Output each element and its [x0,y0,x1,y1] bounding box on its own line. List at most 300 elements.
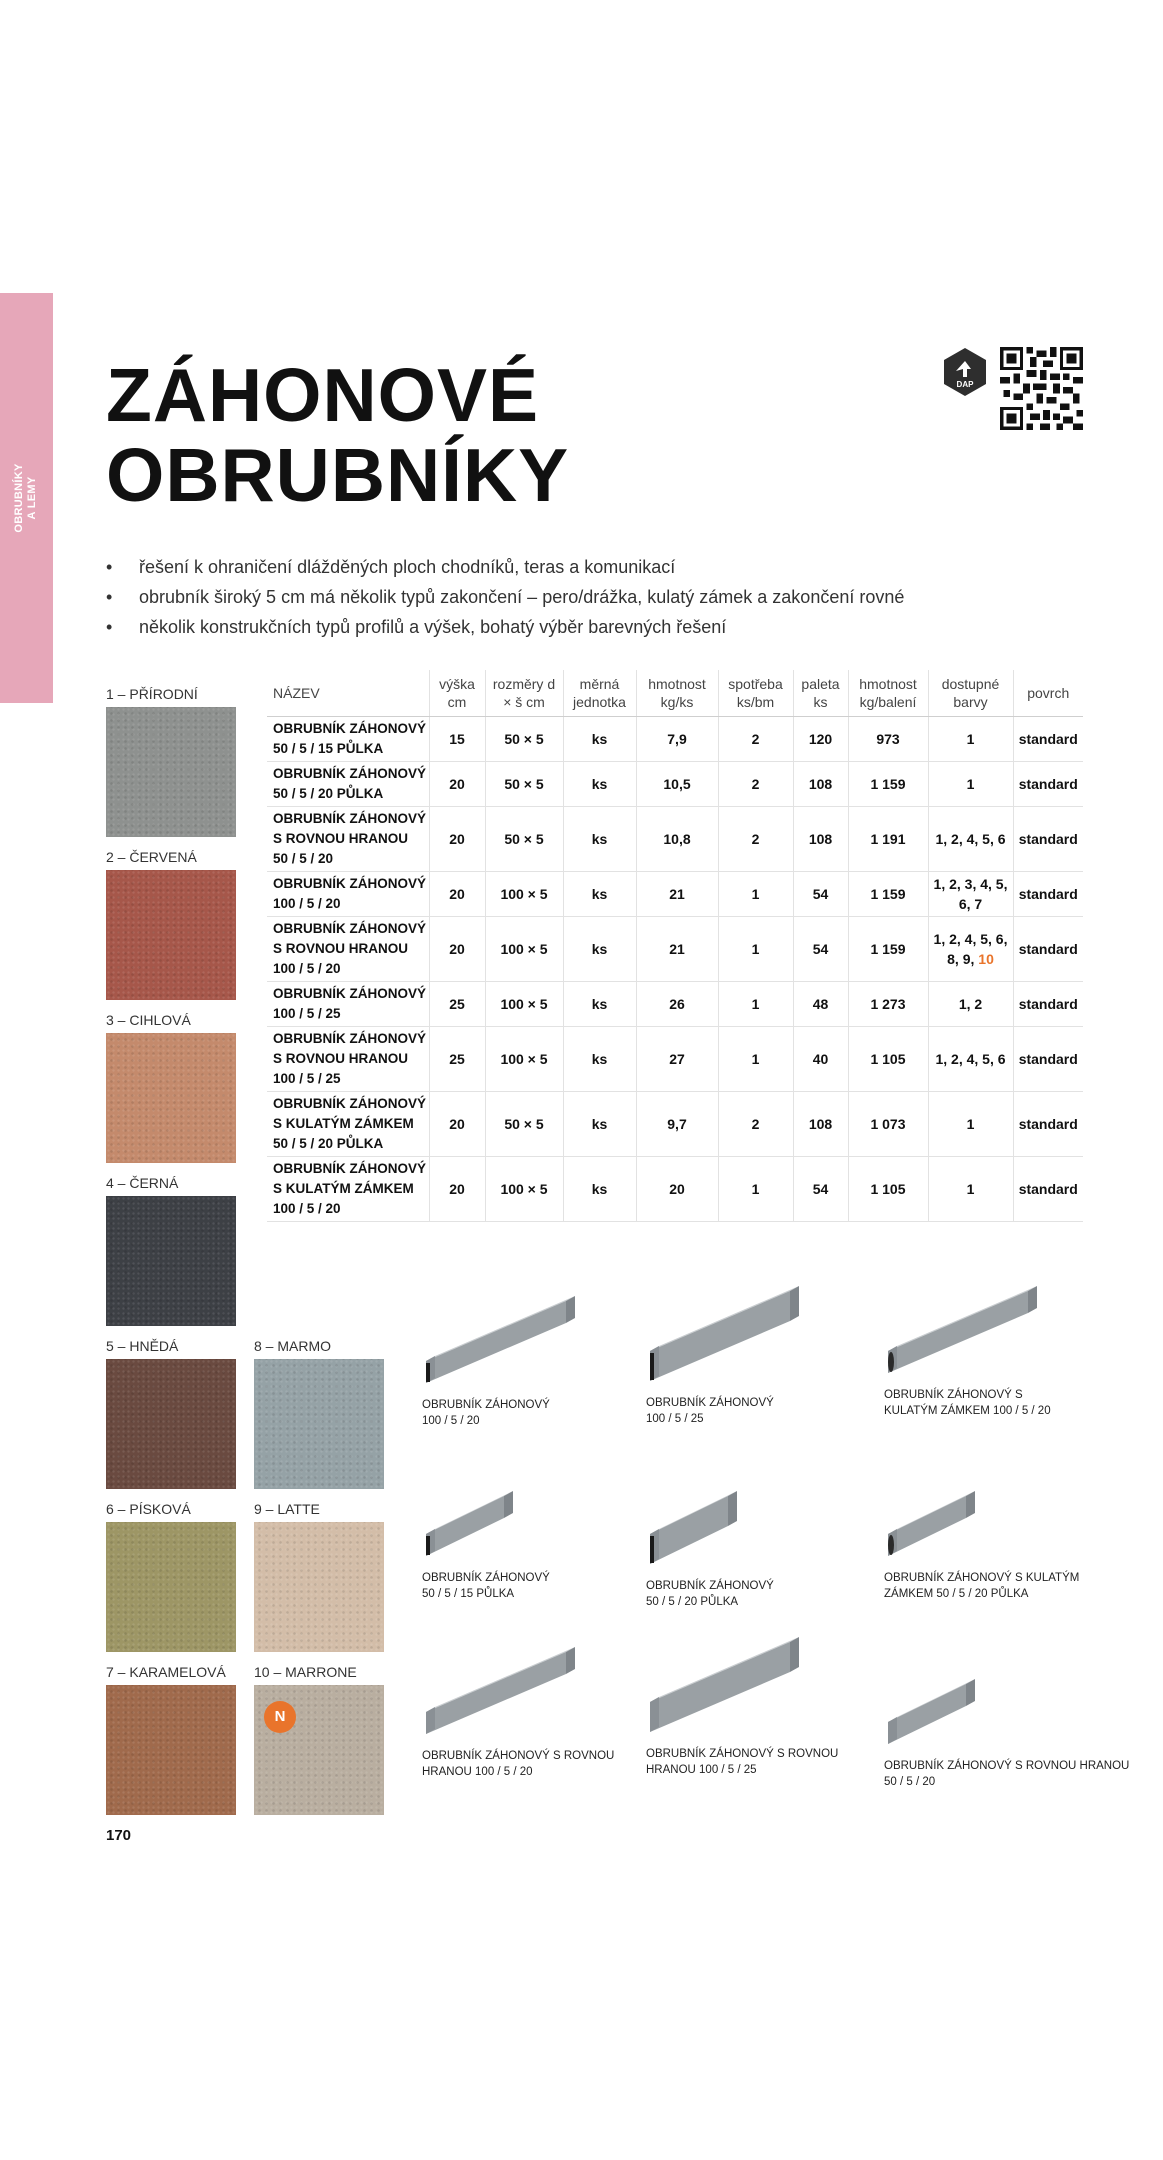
product-caption-line: HRANOU 100 / 5 / 25 [646,1764,757,1776]
cell-colors [928,1157,1013,1222]
cell-pallet [793,1157,848,1222]
product-name-line: S KULATÝM ZÁMKEM [273,1116,414,1131]
bullet-icon: • [106,557,113,577]
cell-value: 100 × 5 [500,886,548,902]
cell-height [429,872,485,917]
cell-value: standard [1018,1181,1078,1197]
cell-weight [636,717,718,762]
cell-usage [718,762,793,807]
cell-dims [485,872,563,917]
product-caption [884,1758,1129,1790]
product-name-cell [267,982,429,1027]
cell-value: ks [591,776,608,792]
cell-surface [1013,917,1083,982]
cell-value: 1 [966,1116,975,1132]
cell-pallet [793,762,848,807]
product-caption-line: KULATÝM ZÁMKEM 100 / 5 / 20 [884,1405,1051,1417]
cell-pallet-weight [848,1092,928,1157]
feature-item [106,552,904,582]
product-name-line: OBRUBNÍK ZÁHONOVÝ [273,986,427,1001]
cell-value: standard [1018,996,1078,1012]
cell-value: 54 [812,886,829,902]
product-card [422,1480,550,1602]
cell-pallet [793,917,848,982]
cell-value: 20 [449,831,465,847]
table-row [267,872,1083,917]
cell-value: 120 [808,731,833,747]
product-name-line: S ROVNOU HRANOU [273,941,409,956]
product-name-line: OBRUBNÍK ZÁHONOVÝ [273,1031,427,1046]
swatch-1 [106,707,236,837]
cell-value: 54 [812,941,829,957]
product-caption-line: OBRUBNÍK ZÁHONOVÝ S ROVNOU [422,1750,615,1762]
product-caption-line: OBRUBNÍK ZÁHONOVÝ S KULATÝM [884,1572,1080,1584]
swatch-2 [106,870,236,1000]
cell-unit [563,1157,636,1222]
product-name-line: OBRUBNÍK ZÁHONOVÝ [273,721,427,736]
cell-colors [928,872,1013,917]
cell-value: 10,8 [663,831,691,847]
cell-height [429,1157,485,1222]
cell-value: 1 273 [870,996,906,1012]
cell-value: ks [591,996,608,1012]
product-caption-line: OBRUBNÍK ZÁHONOVÝ [646,1397,774,1409]
product-caption-line: OBRUBNÍK ZÁHONOVÝ [422,1572,550,1584]
product-caption-line: 50 / 5 / 20 [884,1776,936,1788]
product-caption [884,1570,1079,1602]
swatch-4 [106,1196,236,1326]
swatch-3 [106,1033,236,1163]
cell-value: 100 × 5 [500,996,548,1012]
product-name-line: 100 / 5 / 20 [273,896,341,911]
cell-usage [718,1092,793,1157]
swatch-label-10: 10 – MARRONE [254,1664,357,1680]
product-caption [646,1578,774,1610]
product-name-line: OBRUBNÍK ZÁHONOVÝ [273,876,427,891]
product-caption-line: OBRUBNÍK ZÁHONOVÝ S ROVNOU HRANOU [884,1760,1130,1772]
product-name-cell [267,807,429,872]
product-name-line: 50 / 5 / 20 [273,851,334,866]
product-name-cell [267,872,429,917]
swatch-label-7: 7 – KARAMELOVÁ [106,1664,226,1680]
product-name-line: 100 / 5 / 25 [273,1071,341,1086]
swatch-label-5: 5 – HNĚDÁ [106,1338,179,1354]
cell-colors [928,717,1013,762]
swatch-label-2: 2 – ČERVENÁ [106,849,197,865]
cell-value: 973 [876,731,900,747]
cell-pallet [793,982,848,1027]
cell-value: 20 [669,1181,685,1197]
cell-dims [485,917,563,982]
curb-icon [422,1285,617,1391]
spec-table [267,670,1083,1222]
cell-usage [718,1027,793,1092]
cell-value: ks [591,731,608,747]
cell-value: 1 105 [870,1181,906,1197]
cell-value: 21 [669,941,685,957]
cell-weight [636,982,718,1027]
swatch-5 [106,1359,236,1489]
cell-value: 1 [966,1181,975,1197]
column-header: povrch [1013,670,1083,717]
curb-icon [884,1668,1009,1752]
cell-value: 1 105 [870,1051,906,1067]
cell-value: 26 [669,996,685,1012]
product-name-line: OBRUBNÍK ZÁHONOVÝ [273,811,427,826]
cell-pallet-weight [848,717,928,762]
cell-value: 7,9 [667,731,687,747]
cell-usage [718,807,793,872]
product-caption-line: OBRUBNÍK ZÁHONOVÝ S ROVNOU [646,1748,839,1760]
product-caption [646,1395,841,1427]
cell-surface [1013,1027,1083,1092]
cell-dims [485,1157,563,1222]
feature-text: několik konstrukčních typů profilů a výšek, bohatý výběr barevných řešení [139,617,727,637]
cell-usage [718,982,793,1027]
cell-value: 1, 2, 4, 5, 6 [935,831,1006,847]
table-body [267,717,1083,1222]
product-name-line: OBRUBNÍK ZÁHONOVÝ [273,1161,427,1176]
feature-item [106,582,904,612]
cell-value: 9,7 [667,1116,687,1132]
cell-value: 108 [808,776,833,792]
cell-weight [636,1092,718,1157]
table-row [267,1157,1083,1222]
cell-value: 20 [449,886,465,902]
column-header: NÁZEV [267,670,429,717]
table-row [267,762,1083,807]
cell-dims [485,1092,563,1157]
product-caption [422,1397,617,1429]
cell-pallet-weight [848,1157,928,1222]
cell-value: 108 [808,831,833,847]
cell-dims [485,1027,563,1092]
cell-weight [636,807,718,872]
cell-value: 1 [966,731,975,747]
cell-value: 1 191 [870,831,906,847]
product-caption-line: HRANOU 100 / 5 / 20 [422,1766,533,1778]
cell-value: ks [591,1051,608,1067]
product-card [646,1480,774,1610]
product-name-line: OBRUBNÍK ZÁHONOVÝ [273,766,427,781]
section-tab-line2: A LEMY [26,476,38,520]
cell-value: 20 [449,941,465,957]
cell-value: 1 159 [870,886,906,902]
cell-value: 1 [751,886,760,902]
cell-height [429,762,485,807]
cell-value: 20 [449,776,465,792]
product-name-line: OBRUBNÍK ZÁHONOVÝ [273,921,427,936]
cell-value: 1 [751,1051,760,1067]
cell-value: 1, 2, 3, 4, 5, 6, 7 [933,876,1008,912]
cell-weight [636,1027,718,1092]
product-caption [884,1387,1079,1419]
bullet-icon: • [106,587,113,607]
table-row [267,1092,1083,1157]
cell-value: 21 [669,886,685,902]
cell-surface [1013,717,1083,762]
page-title-line2: OBRUBNÍKY [106,433,570,517]
dap-hexagon-icon [942,347,988,397]
cell-value: 50 × 5 [504,831,544,847]
cell-value: 100 × 5 [500,1051,548,1067]
product-caption-line: OBRUBNÍK ZÁHONOVÝ [422,1399,550,1411]
cell-value: 1 [751,996,760,1012]
product-name-line: OBRUBNÍK ZÁHONOVÝ [273,1096,427,1111]
qr-code-icon[interactable] [1000,347,1083,430]
curb-icon [884,1480,1009,1564]
cell-height [429,982,485,1027]
cell-value: 2 [751,776,760,792]
cell-value: standard [1018,731,1078,747]
cell-colors [928,762,1013,807]
column-header: spotřeba ks/bm [718,670,793,717]
cell-pallet [793,1027,848,1092]
cell-value: 20 [449,1116,465,1132]
product-card [422,1636,617,1780]
cell-value: ks [591,1116,608,1132]
cell-usage [718,917,793,982]
product-name-line: S ROVNOU HRANOU [273,1051,409,1066]
product-caption [422,1570,550,1602]
cell-value: 54 [812,1181,829,1197]
product-caption-line: 50 / 5 / 20 PŮLKA [646,1596,739,1608]
cell-height [429,807,485,872]
dap-badge [942,347,988,402]
cell-value: 1, 2, 4, 5, 6, 8, 9, [933,931,1008,967]
cell-usage [718,872,793,917]
cell-height [429,917,485,982]
cell-pallet-weight [848,1027,928,1092]
cell-pallet-weight [848,982,928,1027]
cell-pallet-weight [848,917,928,982]
product-card [646,1626,841,1778]
cell-value: 108 [808,1116,833,1132]
cell-value: 50 × 5 [504,731,544,747]
product-name-cell [267,762,429,807]
cell-surface [1013,982,1083,1027]
cell-weight [636,917,718,982]
cell-value: 1 159 [870,776,906,792]
product-caption-line: OBRUBNÍK ZÁHONOVÝ [646,1580,774,1592]
product-caption-line: 100 / 5 / 25 [646,1413,704,1425]
cell-value: 25 [449,1051,465,1067]
cell-value: standard [1018,1051,1078,1067]
product-caption-line: OBRUBNÍK ZÁHONOVÝ S [884,1389,1023,1401]
table-row [267,717,1083,762]
product-name-cell [267,1027,429,1092]
new-badge: N [264,1701,296,1733]
product-name-line: 50 / 5 / 20 PŮLKA [273,1136,384,1151]
product-name-line: 100 / 5 / 25 [273,1006,341,1021]
product-caption [646,1746,841,1778]
cell-value: 40 [812,1051,829,1067]
section-tab [0,293,53,703]
cell-unit [563,872,636,917]
cell-weight [636,872,718,917]
feature-item [106,612,904,642]
curb-icon [422,1636,617,1742]
column-header: hmotnost kg/balení [848,670,928,717]
cell-value: standard [1018,886,1078,902]
column-header: dostupné barvy [928,670,1013,717]
swatch-9 [254,1522,384,1652]
cell-dims [485,762,563,807]
curb-icon [884,1275,1079,1381]
cell-value: ks [591,941,608,957]
product-caption-line: 100 / 5 / 20 [422,1415,480,1427]
product-name-line: 100 / 5 / 20 [273,961,341,976]
cell-value: 1, 2 [958,996,983,1012]
page-title [106,355,569,515]
cell-value: 20 [449,1181,465,1197]
curb-icon [646,1480,771,1572]
curb-icon [422,1480,547,1564]
cell-colors [928,917,1013,982]
swatch-label-4: 4 – ČERNÁ [106,1175,179,1191]
cell-pallet [793,717,848,762]
product-name-line: 50 / 5 / 20 PŮLKA [273,786,384,801]
swatch-label-9: 9 – LATTE [254,1501,320,1517]
swatch-7 [106,1685,236,1815]
feature-text: řešení k ohraničení dlážděných ploch chodníků, teras a komunikací [139,557,676,577]
cell-height [429,1092,485,1157]
cell-dims [485,982,563,1027]
product-name-cell [267,917,429,982]
table-row [267,1027,1083,1092]
cell-value: standard [1018,941,1078,957]
cell-value: 15 [449,731,465,747]
cell-value: 1, 2, 4, 5, 6 [935,1051,1006,1067]
cell-value: 100 × 5 [500,941,548,957]
swatch-10 [254,1685,384,1815]
column-header: měrná jednotka [563,670,636,717]
feature-list [106,552,904,642]
cell-weight [636,1157,718,1222]
feature-text: obrubník široký 5 cm má několik typů zakončení – pero/drážka, kulatý zámek a zakončení rovné [139,587,905,607]
cell-usage [718,717,793,762]
cell-value: standard [1018,831,1078,847]
cell-unit [563,1092,636,1157]
cell-unit [563,762,636,807]
cell-pallet-weight [848,762,928,807]
product-name-line: S KULATÝM ZÁMKEM [273,1181,414,1196]
cell-dims [485,717,563,762]
cell-pallet [793,1092,848,1157]
cell-pallet [793,807,848,872]
cell-value: ks [591,886,608,902]
product-caption [422,1748,617,1780]
cell-unit [563,1027,636,1092]
cell-usage [718,1157,793,1222]
swatch-6 [106,1522,236,1652]
cell-dims [485,807,563,872]
cell-value: standard [1018,1116,1078,1132]
product-card [646,1275,841,1427]
cell-surface [1013,872,1083,917]
column-header: hmotnost kg/ks [636,670,718,717]
cell-height [429,717,485,762]
product-card [884,1480,1079,1602]
cell-unit [563,717,636,762]
cell-value: 1 [966,776,975,792]
curb-icon [646,1275,841,1389]
cell-value: 10,5 [663,776,691,792]
cell-value: 50 × 5 [504,776,544,792]
swatch-label-1: 1 – PŘÍRODNÍ [106,686,198,702]
cell-value: 1 [751,1181,760,1197]
cell-surface [1013,1157,1083,1222]
cell-value: 1 [751,941,760,957]
cell-value: 2 [751,1116,760,1132]
swatch-label-8: 8 – MARMO [254,1338,332,1354]
product-card [884,1275,1079,1419]
page-title-line1: ZÁHONOVÉ [106,353,540,437]
page-number: 170 [106,1827,132,1844]
table-header-row [267,670,1083,717]
product-name-line: 100 / 5 / 20 [273,1201,341,1216]
swatch-label-6: 6 – PÍSKOVÁ [106,1501,191,1517]
cell-colors [928,1027,1013,1092]
cell-surface [1013,807,1083,872]
column-header: paleta ks [793,670,848,717]
cell-weight [636,762,718,807]
curb-icon [646,1626,841,1740]
product-caption-line: ZÁMKEM 50 / 5 / 20 PŮLKA [884,1588,1029,1600]
column-header: výška cm [429,670,485,717]
cell-value: standard [1018,776,1078,792]
cell-pallet-weight [848,872,928,917]
swatch-8 [254,1359,384,1489]
table-row [267,982,1083,1027]
cell-surface [1013,762,1083,807]
highlighted-color: 10 [978,951,994,967]
cell-value: 2 [751,831,760,847]
table-row [267,807,1083,872]
cell-value: ks [591,831,608,847]
product-card [884,1668,1129,1790]
bullet-icon: • [106,617,113,637]
product-name-cell [267,1092,429,1157]
cell-value: 50 × 5 [504,1116,544,1132]
cell-value: 27 [669,1051,685,1067]
cell-unit [563,807,636,872]
section-tab-line1: OBRUBNÍKY [13,463,25,533]
cell-unit [563,982,636,1027]
cell-value: 1 159 [870,941,906,957]
cell-value: ks [591,1181,608,1197]
cell-unit [563,917,636,982]
product-card [422,1285,617,1429]
dap-label: DAP [956,380,974,389]
cell-value: 48 [812,996,829,1012]
section-tab-label [13,463,39,532]
cell-colors [928,982,1013,1027]
cell-value: 2 [751,731,760,747]
table-row [267,917,1083,982]
cell-pallet-weight [848,807,928,872]
column-header: rozměry d × š cm [485,670,563,717]
cell-value: 100 × 5 [500,1181,548,1197]
product-name-line: S ROVNOU HRANOU [273,831,409,846]
cell-surface [1013,1092,1083,1157]
product-caption-line: 50 / 5 / 15 PŮLKA [422,1588,515,1600]
product-name-cell [267,717,429,762]
cell-colors [928,1092,1013,1157]
cell-value: 1 073 [870,1116,906,1132]
cell-colors [928,807,1013,872]
product-name-cell [267,1157,429,1222]
